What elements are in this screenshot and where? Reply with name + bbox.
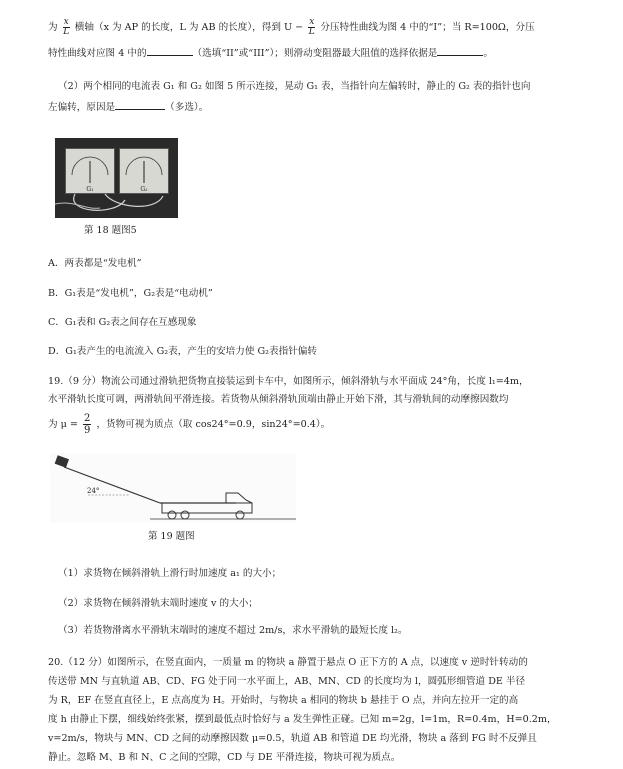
q19-line-2: 水平滑轨长度可调，两滑轨间平滑连接。若货物从倾斜滑轨顶端由静止开始下滑，其与滑轨间的动摩擦因数均: [48, 394, 509, 405]
figure-19-diagram: [50, 453, 296, 523]
q20-line-3: 为 R，EF 在竖直直径上，E 点高度为 H。开始时，与物块 a 相同的物块 b 悬挂于 O 点，并向左拉开一定的高: [48, 695, 519, 706]
text-cargo: ，货物可视为质点（取 cos24°=0.9，sin24°=0.4）。: [96, 419, 331, 430]
g1-label: G₁: [86, 186, 94, 193]
q20-line-1: 20.（12 分）如图所示，在竖直面内，一质量 m 的物块 a 静置于悬点 O 正下方的 A 点，以速度 v 逆时针转动的: [48, 657, 528, 668]
answer-blank[interactable]: [437, 46, 483, 56]
q19-line-3: [48, 413, 330, 436]
q19-line-1: 19.（9 分）物流公司通过滑轨把货物直接装运到卡车中，如图所示，倾斜滑轨与水平面成 24°角，长度 l₁=4m，: [48, 376, 529, 387]
g2-label: G₂: [140, 186, 148, 193]
text-b: （选填“II”或“III”）；则滑动变阻器最大阻值的选择依据是: [192, 48, 438, 59]
text-mu: 为 μ =: [48, 419, 78, 430]
q20-line-2: 传送带 MN 与直轨道 AB、CD、FG 处于同一水平面上，AB、MN、CD 的长度均为 l，圆弧形细管道 DE 半径: [48, 676, 526, 687]
text-mid: 横轴（x 为 AP 的长度，L 为 AB 的长度），得到 U −: [74, 22, 304, 33]
figure-5-caption: 第 18 题图5: [84, 225, 137, 236]
q20-line-5: v=2m/s，物块与 MN、CD 之间的动摩擦因数 μ=0.5，轨道 AB 和管道 DE 均光滑，物块 a 落到 FG 时不反弹且: [48, 733, 537, 744]
text-mid2: 分压特性曲线为图 4 中的“I”；当 R=100Ω，分压: [320, 22, 535, 33]
q18-line-2: [48, 46, 493, 60]
q20-line-4: 度 h 由静止下摆，细线始终张紧，摆到最低点时恰好与 a 发生弹性正碰。已知 m=2g，l=1m，R=0.4m，H=0.2m，: [48, 714, 557, 725]
connecting-wires: [55, 138, 178, 218]
option-a: A．两表都是“发电机”: [48, 258, 142, 269]
figure-5-photo: [55, 138, 178, 218]
q18-line-1: [48, 18, 535, 37]
text-c: 。: [483, 48, 493, 59]
q19-sub-2: （2）求货物在倾斜滑轨末端时速度 v 的大小；: [58, 598, 258, 609]
text-reason: 左偏转，原因是: [48, 102, 116, 113]
text-multi: （多选）。: [165, 102, 209, 113]
option-d: D．G₁表产生的电流流入 G₂表，产生的安培力使 G₂表指针偏转: [48, 346, 317, 357]
q19-sub-1: （1）求货物在倾斜滑轨上滑行时加速度 a₁ 的大小；: [58, 568, 282, 579]
q18-2-line-1: （2）两个相同的电流表 G₁ 和 G₂ 如图 5 所示连接，晃动 G₁ 表，当指针向左偏转时，静止的 G₂ 表的指针也向: [58, 81, 531, 92]
q19-sub-3: （3）若货物滑离水平滑轨末端时的速度不超过 2m/s，求水平滑轨的最短长度 l₂。: [58, 625, 408, 636]
fraction-x-over-l-2: $\frac{x}{L}$: [308, 17, 315, 37]
text-prefix: 为: [48, 22, 58, 33]
q18-2-line-2: [48, 100, 208, 114]
q20-line-6: 静止。忽略 M、B 和 N、C 之间的空隙，CD 与 DE 平滑连接，物块可视为质点。: [48, 752, 401, 763]
option-b: B．G₁表是“发电机”，G₂表是“电动机”: [48, 288, 213, 299]
answer-blank[interactable]: [115, 100, 165, 110]
answer-blank[interactable]: [147, 46, 193, 56]
figure-19-caption: 第 19 题图: [148, 531, 195, 542]
angle-label: 24°: [87, 487, 100, 495]
text-a: 特性曲线对应图 4 中的: [48, 48, 147, 59]
fraction-mu: $\frac{2}{9}$: [84, 413, 91, 436]
option-c: C．G₁表和 G₂表之间存在互感现象: [48, 317, 197, 328]
fraction-x-over-l: $\frac{x}{L}$: [63, 17, 70, 37]
